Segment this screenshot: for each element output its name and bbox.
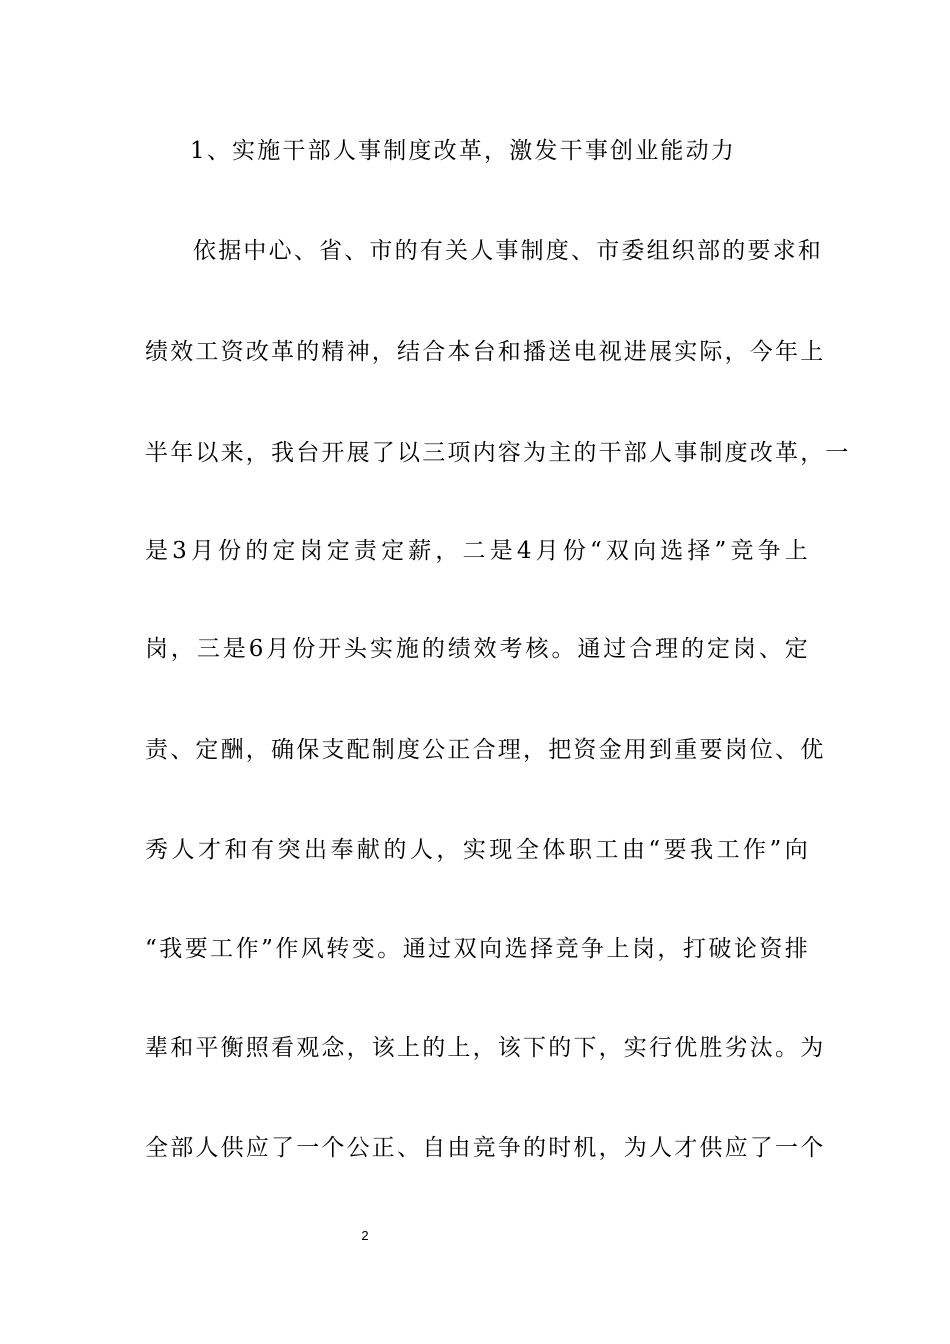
section-heading: 1、实施干部人事制度改革，激发干事创业能动力 bbox=[190, 138, 737, 164]
paragraph-line: 是3月份的定岗定责定薪，二是4月份“双向选择”竞争上 bbox=[145, 538, 810, 564]
paragraph-line: “我要工作”作风转变。通过双向选择竞争上岗，打破论资排 bbox=[145, 936, 810, 962]
paragraph-line: 责、定酬，确保支配制度公正合理，把资金用到重要岗位、优 bbox=[145, 737, 826, 763]
page-number: 2 bbox=[361, 1228, 369, 1243]
paragraph-line: 全部人供应了一个公正、自由竞争的时机，为人才供应了一个 bbox=[145, 1135, 826, 1161]
paragraph-line: 绩效工资改革的精神，结合本台和播送电视进展实际，今年上 bbox=[145, 339, 826, 365]
paragraph-line: 辈和平衡照看观念，该上的上，该下的下，实行优胜劣汰。为 bbox=[145, 1035, 826, 1061]
paragraph-line: 半年以来，我台开展了以三项内容为主的干部人事制度改革，一 bbox=[145, 440, 851, 466]
paragraph-line: 秀人才和有突出奉献的人，实现全体职工由“要我工作”向 bbox=[145, 837, 810, 863]
paragraph-line: 依据中心、省、市的有关人事制度、市委组织部的要求和 bbox=[193, 238, 823, 264]
paragraph-line: 岗，三是6月份开头实施的绩效考核。通过合理的定岗、定 bbox=[145, 636, 810, 662]
